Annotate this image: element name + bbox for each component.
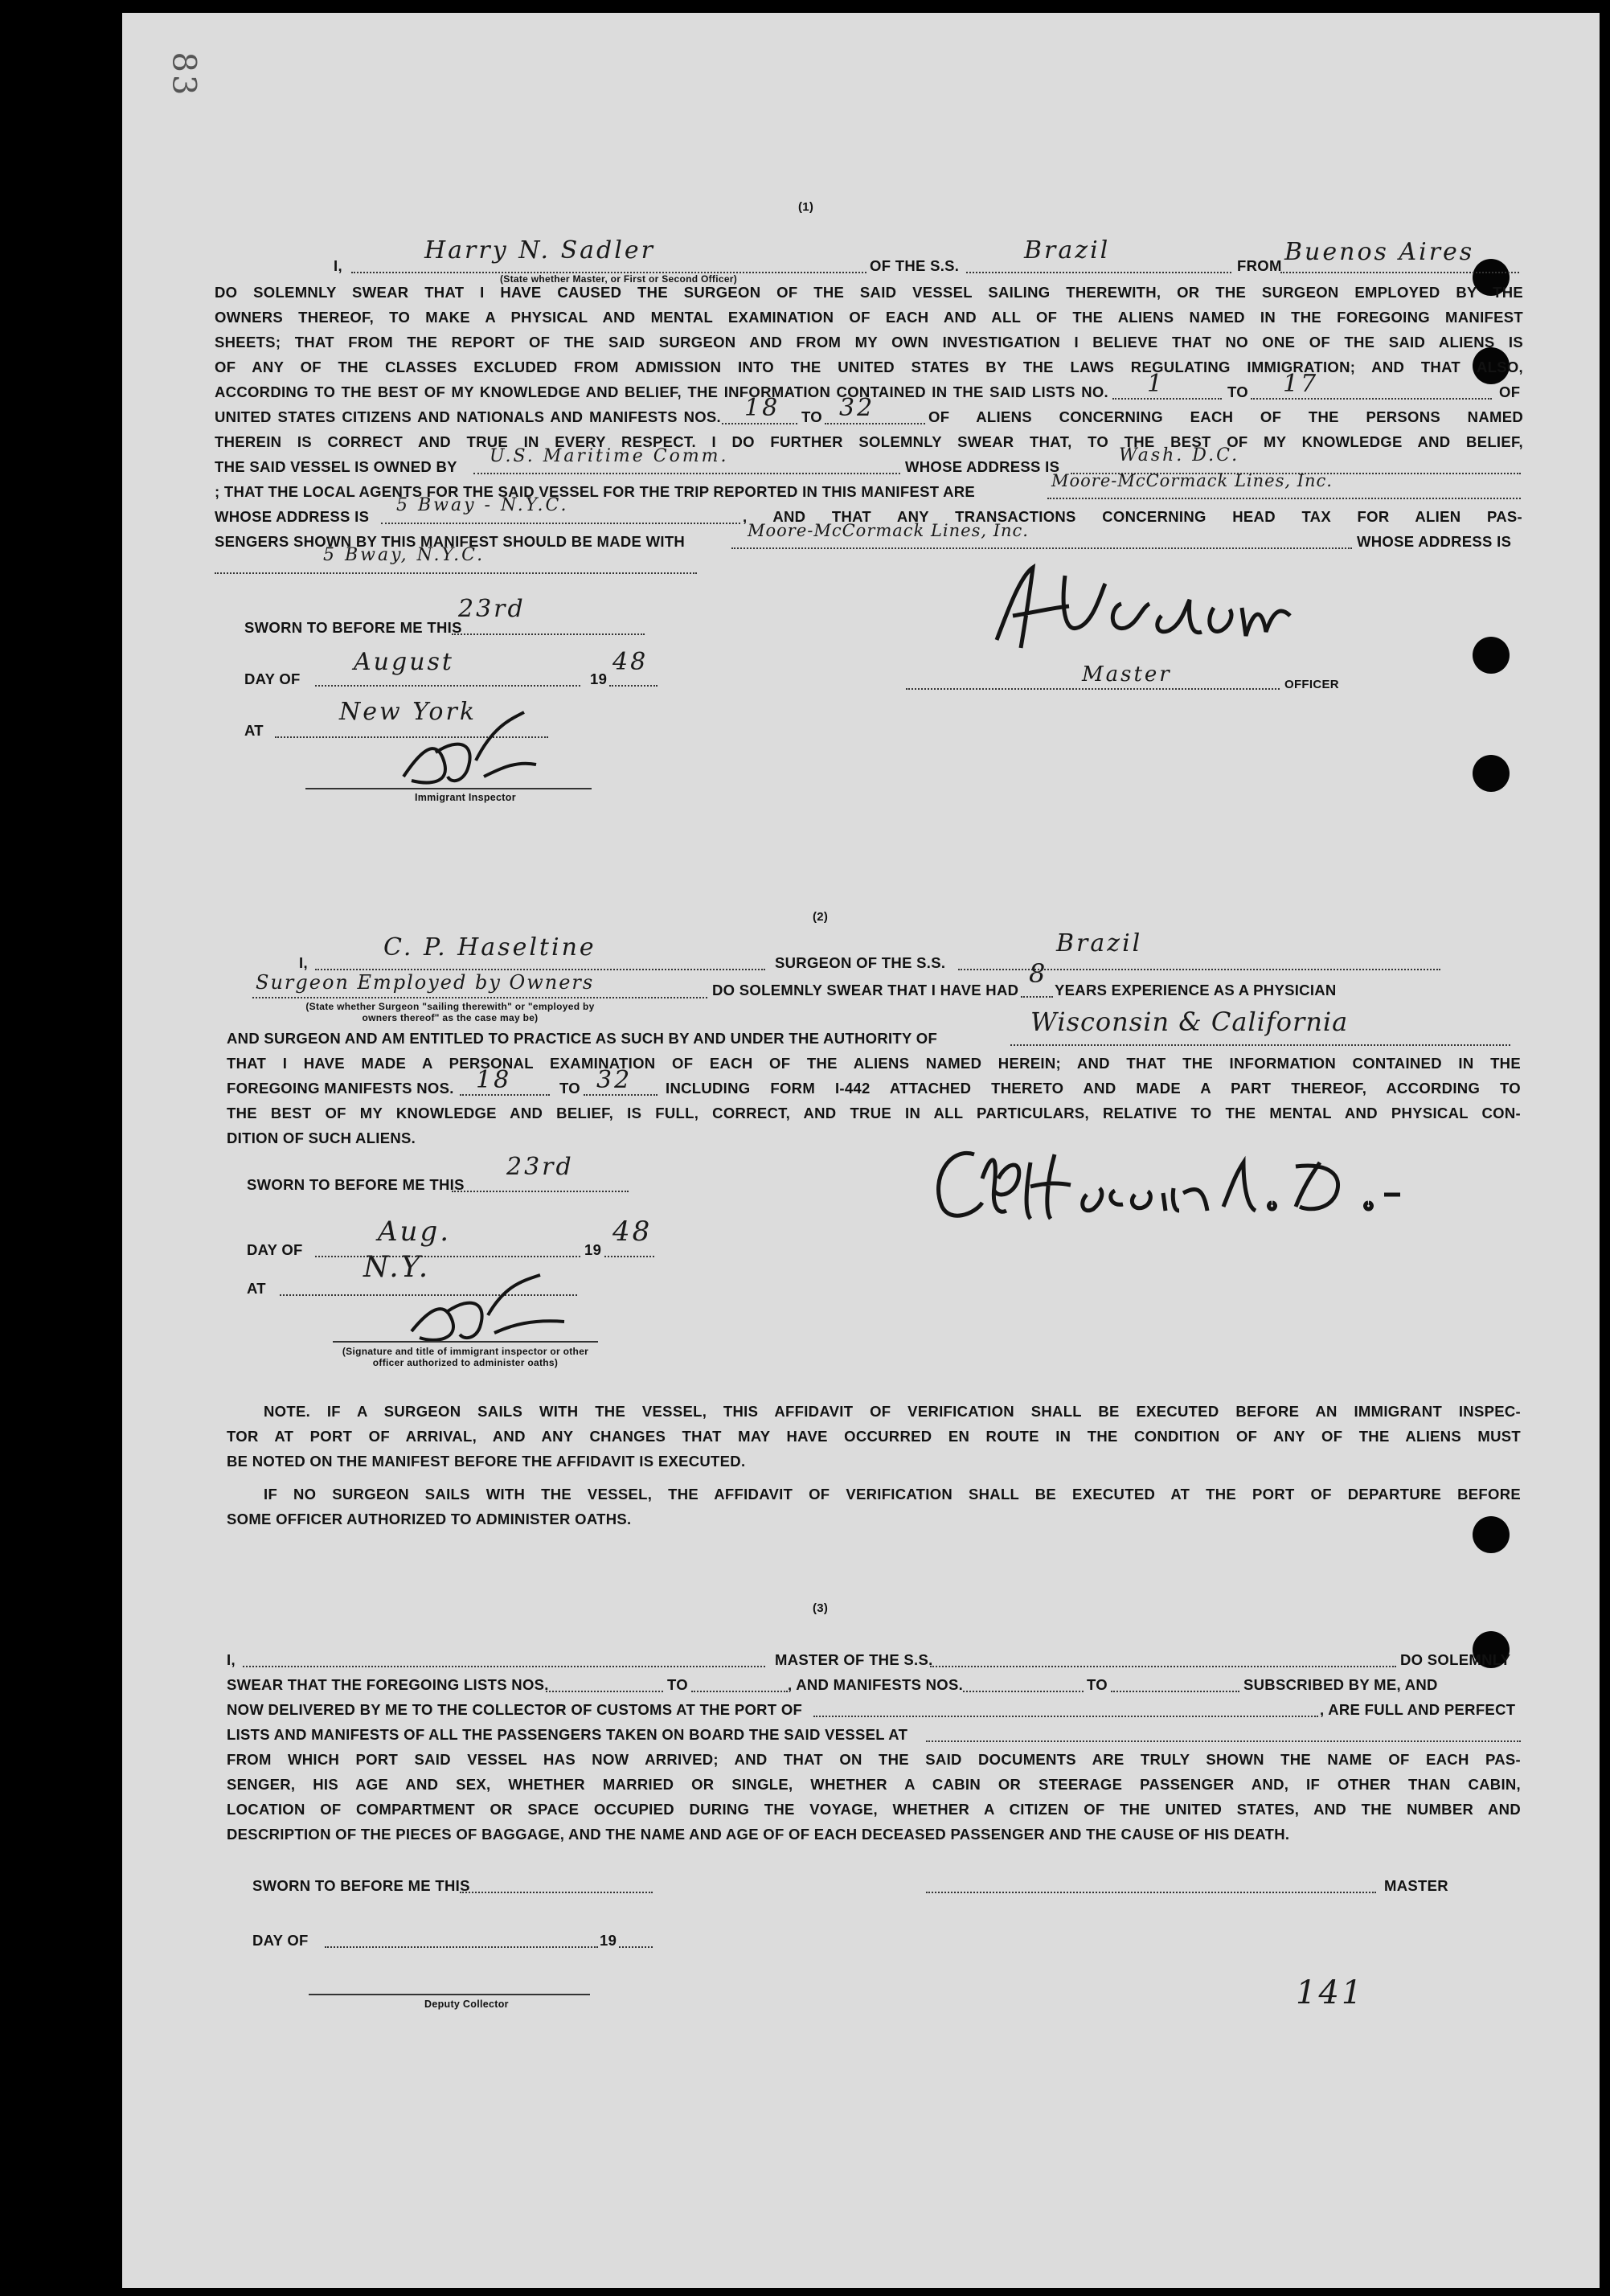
punch-hole bbox=[1473, 1516, 1510, 1553]
surgeon-manifests-from: 18 bbox=[476, 1066, 512, 1094]
master-signature-line bbox=[926, 1892, 1376, 1893]
agents-address: 5 Bway - N.Y.C. bbox=[396, 495, 569, 515]
manifests-label: , AND MANIFESTS NOS. bbox=[788, 1676, 964, 1693]
sworn-label: SWORN TO BEFORE ME THIS bbox=[244, 619, 462, 636]
month-line bbox=[315, 685, 580, 687]
agents-address-line bbox=[381, 523, 740, 524]
vessel-line bbox=[930, 1666, 1396, 1667]
punch-hole bbox=[1473, 755, 1510, 792]
at-label: AT bbox=[244, 722, 264, 739]
year-line bbox=[609, 685, 658, 687]
owner-line bbox=[473, 473, 900, 474]
manifest-affidavit-page bbox=[122, 13, 1600, 2288]
year-line bbox=[604, 1256, 654, 1257]
deputy-line bbox=[309, 1994, 590, 1995]
sworn-place: New York bbox=[339, 698, 477, 726]
surgeon-capacity: Surgeon Employed by Owners bbox=[256, 971, 595, 994]
sworn-month: August bbox=[354, 648, 454, 676]
oath-line: ACCORDING TO THE BEST OF MY KNOWLEDGE AND BELIEF, THE INFORMATION CONTAINED IN THE SAID LISTS NO. bbox=[215, 383, 1108, 400]
inspector-line bbox=[305, 788, 592, 789]
oath-line: SENGER, HIS AGE AND SEX, WHETHER MARRIED OR SINGLE, WHETHER A CABIN OR STEERAGE PASSENGER AND, IF OTHER THAN CABIN, bbox=[227, 1776, 1521, 1793]
oath-line: OF ALIENS CONCERNING EACH OF THE PERSONS NAMED bbox=[928, 408, 1523, 425]
month-line bbox=[325, 1946, 598, 1948]
year-prefix: 19 bbox=[584, 1241, 602, 1258]
head-tax-agent-line bbox=[731, 547, 1352, 549]
local-agents: Moore-McCormack Lines, Inc. bbox=[1051, 471, 1333, 490]
sworn-day-line bbox=[460, 1892, 653, 1893]
authority-line bbox=[1010, 1044, 1510, 1046]
surgeon-vessel: Brazil bbox=[1056, 929, 1143, 957]
oath-line: DO SOLEMNLY SWEAR THAT I HAVE CAUSED THE SURGEON OF THE SAID VESSEL SAILING THEREWITH, OR THE SURGEON EMPLOYED BY THE bbox=[215, 284, 1523, 301]
head-tax-address-line bbox=[215, 572, 697, 574]
oath-line: THAT I HAVE MADE A PERSONAL EXAMINATION OF EACH OF THE ALIENS NAMED HEREIN; AND THAT THE INFORMATION CONTAINED IN THE bbox=[227, 1055, 1521, 1072]
manifests-to-line bbox=[825, 423, 925, 424]
lists-from: 1 bbox=[1147, 370, 1166, 398]
section-3-number: (3) bbox=[813, 1601, 829, 1615]
rank-line bbox=[906, 688, 1280, 690]
local-agents-label: ; THAT THE LOCAL AGENTS FOR THE SAID VESSEL FOR THE TRIP REPORTED IN THIS MANIFEST ARE bbox=[215, 483, 976, 500]
lists-to: 17 bbox=[1283, 370, 1319, 398]
officer-label: OFFICER bbox=[1284, 678, 1339, 691]
oath-line: THEREIN IS CORRECT AND TRUE IN EVERY RESPECT. I DO FURTHER SOLEMNLY SWEAR THAT, TO THE BEST OF MY KNOWLEDGE AND BELIEF, bbox=[215, 433, 1523, 450]
manifests-from-line bbox=[722, 423, 797, 424]
subscribed-label: SUBSCRIBED BY ME, AND bbox=[1243, 1676, 1438, 1693]
to-label: TO bbox=[1087, 1676, 1108, 1693]
manifests-from-line bbox=[963, 1691, 1084, 1692]
head-tax-label: , AND THAT ANY TRANSACTIONS CONCERNING HEAD TAX FOR ALIEN PAS- bbox=[743, 508, 1522, 525]
delivered-label: NOW DELIVERED BY ME TO THE COLLECTOR OF CUSTOMS AT THE PORT OF bbox=[227, 1701, 803, 1718]
years-experience: 8 bbox=[1029, 958, 1048, 989]
oath-line: OWNERS THEREOF, TO MAKE A PHYSICAL AND MENTAL EXAMINATION OF EACH AND ALL OF THE ALIENS NAMED IN THE FOREGOING MANIFEST bbox=[215, 309, 1523, 326]
surgeon-signature bbox=[918, 1130, 1481, 1235]
sworn-label: SWORN TO BEFORE ME THIS bbox=[252, 1877, 470, 1894]
page-number-mark: 141 bbox=[1296, 1974, 1365, 2011]
year-line bbox=[619, 1946, 653, 1948]
lists-from-line bbox=[546, 1691, 663, 1692]
vessel-name: Brazil bbox=[1024, 236, 1111, 264]
do-solemnly-label: DO SOLEMNLY bbox=[1400, 1651, 1511, 1668]
rank-note: (State whether Master, or First or Second Officer) bbox=[500, 273, 738, 285]
vessel-line bbox=[966, 272, 1231, 273]
owned-by-label: THE SAID VESSEL IS OWNED BY bbox=[215, 458, 457, 475]
full-perfect-label: , ARE FULL AND PERFECT bbox=[1320, 1701, 1516, 1718]
surgeon-sworn-day: 23rd bbox=[506, 1153, 574, 1181]
lists-label: SWEAR THAT THE FOREGOING LISTS NOS. bbox=[227, 1676, 549, 1693]
surgeon-sworn-month: Aug. bbox=[378, 1216, 452, 1248]
deputy-collector-label: Deputy Collector bbox=[424, 1999, 509, 2010]
owner-address: Wash. D.C. bbox=[1119, 445, 1240, 465]
day-of-label: DAY OF bbox=[252, 1932, 309, 1949]
manifests-to: 32 bbox=[839, 394, 875, 422]
sworn-day-line bbox=[452, 1191, 629, 1192]
master-name: Harry N. Sadler bbox=[424, 236, 655, 264]
practice-authority: Wisconsin & California bbox=[1030, 1007, 1349, 1037]
manifests-to-line bbox=[584, 1094, 658, 1096]
oath-line: DESCRIPTION OF THE PIECES OF BAGGAGE, AND THE NAME AND AGE OF OF EACH DECEASED PASSENGER AND THE CAUSE OF HIS DEATH. bbox=[227, 1826, 1290, 1843]
of-ss-label: OF THE S.S. bbox=[870, 257, 960, 274]
vessel-owner: U.S. Maritime Comm. bbox=[490, 446, 729, 466]
surgeon-manifests-to: 32 bbox=[596, 1066, 633, 1094]
oath-line: DITION OF SUCH ALIENS. bbox=[227, 1130, 416, 1146]
note-line: NOTE. IF A SURGEON SAILS WITH THE VESSEL, THIS AFFIDAVIT OF VERIFICATION SHALL BE EXECUTED BEFORE AN IMMIGRANT INSPEC- bbox=[264, 1403, 1521, 1420]
agents-line bbox=[1047, 498, 1521, 499]
master-name-line bbox=[243, 1666, 765, 1667]
inspector-signature-label: (Signature and title of immigrant inspector or other officer authorized to administer oaths) bbox=[342, 1346, 589, 1368]
lists-to-line bbox=[691, 1691, 788, 1692]
master-signature bbox=[989, 560, 1511, 656]
from-label: FROM bbox=[1237, 257, 1282, 274]
lists-to-line bbox=[1251, 398, 1492, 400]
oath-line: LOCATION OF COMPARTMENT OR SPACE OCCUPIED DURING THE VOYAGE, WHETHER A CITIZEN OF THE UNITED STATES, AND THE NUMBER AND bbox=[227, 1801, 1521, 1818]
oath-line: SHEETS; THAT FROM THE REPORT OF THE SAID SURGEON AND FROM MY OWN INVESTIGATION I BELIEVE THAT NO ONE OF THE SAID ALIENS IS bbox=[215, 334, 1523, 351]
port-line bbox=[813, 1716, 1318, 1717]
lists-manifests-label: LISTS AND MANIFESTS OF ALL THE PASSENGERS TAKEN ON BOARD THE SAID VESSEL AT bbox=[227, 1726, 908, 1743]
oath-line: FROM WHICH PORT SAID VESSEL HAS NOW ARRIVED; AND THAT ON THE SAID DOCUMENTS ARE TRULY SHOWN THE NAME OF EACH PAS- bbox=[227, 1751, 1521, 1768]
whose-address-label: WHOSE ADDRESS IS bbox=[215, 508, 370, 525]
head-tax-agent-label: SENGERS SHOWN BY THIS MANIFEST SHOULD BE MADE WITH bbox=[215, 533, 686, 550]
note-line: BE NOTED ON THE MANIFEST BEFORE THE AFFIDAVIT IS EXECUTED. bbox=[227, 1453, 746, 1470]
departure-port: Buenos Aires bbox=[1284, 238, 1475, 266]
oath-line: THE BEST OF MY KNOWLEDGE AND BELIEF, IS FULL, CORRECT, AND TRUE IN ALL PARTICULARS, RELATIVE TO THE MENTAL AND PHYSICAL CON- bbox=[227, 1105, 1521, 1121]
sworn-day: 23rd bbox=[458, 595, 526, 623]
head-tax-address: 5 Bway, N.Y.C. bbox=[323, 545, 485, 565]
surgeon-name-line bbox=[315, 969, 765, 970]
section-2-number: (2) bbox=[813, 910, 829, 924]
head-tax-agent: Moore-McCormack Lines, Inc. bbox=[748, 521, 1029, 540]
manifests-to-line bbox=[1111, 1691, 1239, 1692]
sworn-label: SWORN TO BEFORE ME THIS bbox=[247, 1176, 465, 1193]
sec1-i: I, bbox=[334, 257, 342, 274]
boarding-port-line bbox=[926, 1740, 1521, 1742]
to-label: TO bbox=[559, 1080, 580, 1097]
manifests-from-line bbox=[460, 1094, 550, 1096]
to-label: TO bbox=[801, 408, 822, 425]
lists-from-line bbox=[1112, 398, 1222, 400]
year-prefix: 19 bbox=[600, 1932, 617, 1949]
surgeon-sworn-year: 48 bbox=[612, 1216, 653, 1248]
to-label: TO bbox=[1227, 383, 1248, 400]
capacity-note: (State whether Surgeon "sailing therewith" or "employed by owners thereof" as the case may be) bbox=[305, 1001, 595, 1023]
years-label: YEARS EXPERIENCE AS A PHYSICIAN bbox=[1055, 982, 1337, 998]
whose-address-label: WHOSE ADDRESS IS bbox=[905, 458, 1060, 475]
note-line: SOME OFFICER AUTHORIZED TO ADMINISTER OATHS. bbox=[227, 1511, 632, 1527]
corner-page-mark: 83 bbox=[165, 51, 203, 98]
sec2-i: I, bbox=[299, 954, 308, 971]
inspector-signature bbox=[387, 704, 548, 801]
whose-address-label: WHOSE ADDRESS IS bbox=[1357, 533, 1512, 550]
day-of-label: DAY OF bbox=[244, 670, 301, 687]
authority-label: AND SURGEON AND AM ENTITLED TO PRACTICE AS SUCH BY AND UNDER THE AUTHORITY OF bbox=[227, 1030, 938, 1047]
section-1-number: (1) bbox=[798, 200, 814, 214]
oath-line: OF ANY OF THE CLASSES EXCLUDED FROM ADMISSION INTO THE UNITED STATES BY THE LAWS REGULATING IMMIGRATION; AND THAT ALSO, bbox=[215, 359, 1523, 375]
year-prefix: 19 bbox=[590, 670, 608, 687]
of-label: OF bbox=[1499, 383, 1521, 400]
years-line bbox=[1021, 996, 1053, 998]
note-line: IF NO SURGEON SAILS WITH THE VESSEL, THE AFFIDAVIT OF VERIFICATION SHALL BE EXECUTED AT THE PORT OF DEPARTURE BEFORE bbox=[264, 1486, 1521, 1503]
oath-line: UNITED STATES CITIZENS AND NATIONALS AND MANIFESTS NOS. bbox=[215, 408, 721, 425]
manifests-from: 18 bbox=[744, 394, 780, 422]
inspector-label: Immigrant Inspector bbox=[415, 792, 516, 803]
sec3-i: I, bbox=[227, 1651, 236, 1668]
signer-rank: Master bbox=[1082, 662, 1172, 687]
from-line bbox=[1280, 272, 1519, 273]
at-label: AT bbox=[247, 1280, 266, 1297]
sworn-day-line bbox=[452, 633, 645, 635]
swear-label: DO SOLEMNLY SWEAR THAT I HAVE HAD bbox=[712, 982, 1019, 998]
note-line: TOR AT PORT OF ARRIVAL, AND ANY CHANGES THAT MAY HAVE OCCURRED EN ROUTE IN THE CONDITION OF ANY OF THE ALIENS MUST bbox=[227, 1428, 1521, 1445]
foregoing-label: FOREGOING MANIFESTS NOS. bbox=[227, 1080, 454, 1097]
surgeon-of-label: SURGEON OF THE S.S. bbox=[775, 954, 946, 971]
month-line bbox=[315, 1256, 580, 1257]
surgeon-name: C. P. Haseltine bbox=[383, 933, 596, 961]
sworn-year: 48 bbox=[612, 648, 649, 676]
inspector-line bbox=[333, 1341, 598, 1343]
master-label: MASTER bbox=[1384, 1877, 1448, 1894]
oath-line: INCLUDING FORM I-442 ATTACHED THERETO AND MADE A PART THEREOF, ACCORDING TO bbox=[666, 1080, 1521, 1097]
to-label: TO bbox=[667, 1676, 688, 1693]
surgeon-sworn-place: N.Y. bbox=[363, 1251, 431, 1284]
capacity-line bbox=[252, 997, 707, 998]
master-of-label: MASTER OF THE S.S. bbox=[775, 1651, 933, 1668]
day-of-label: DAY OF bbox=[247, 1241, 303, 1258]
